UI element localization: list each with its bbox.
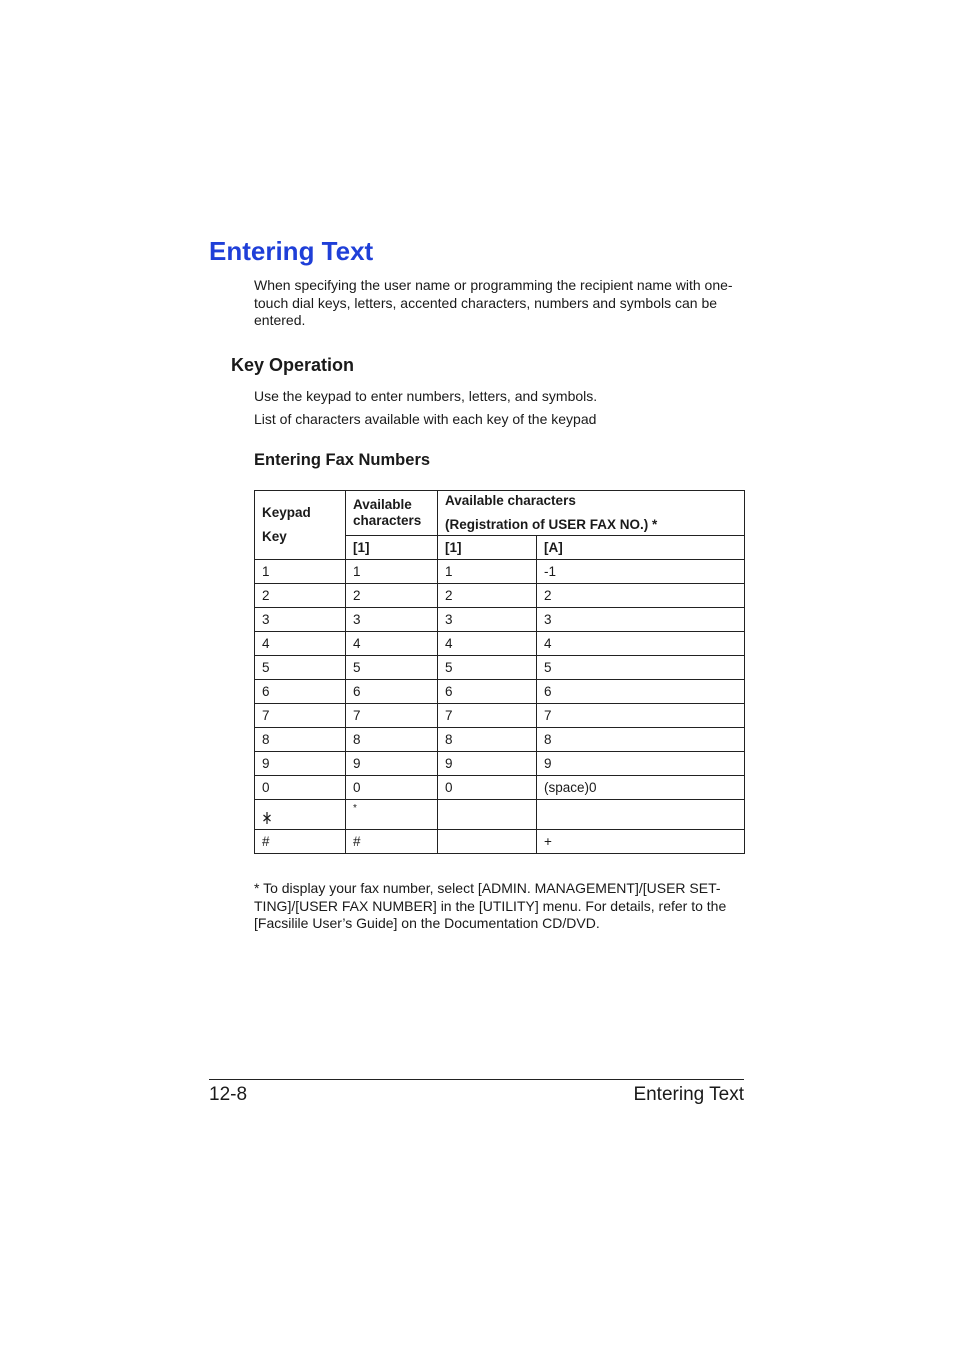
table-cell: 3 <box>346 608 438 632</box>
table-cell <box>438 800 537 830</box>
table-cell: 8 <box>255 728 346 752</box>
footer-page-number: 12-8 <box>209 1084 248 1105</box>
table-cell: 6 <box>346 680 438 704</box>
table-cell: -1 <box>537 560 745 584</box>
table-cell: 7 <box>255 704 346 728</box>
table-cell: 5 <box>537 656 745 680</box>
table-cell: 1 <box>346 560 438 584</box>
table-cell: 5 <box>346 656 438 680</box>
table-cell: 2 <box>346 584 438 608</box>
table-cell: 0 <box>255 776 346 800</box>
asterisk-key-icon <box>262 811 345 825</box>
table-cell: (space)0 <box>537 776 745 800</box>
table-cell: 4 <box>537 632 745 656</box>
table-cell: 2 <box>537 584 745 608</box>
header-registration <box>438 491 745 536</box>
table-row <box>255 800 745 830</box>
table-cell: 9 <box>255 752 346 776</box>
table-cell: + <box>537 830 745 854</box>
table-row <box>255 776 745 800</box>
table-cell: 5 <box>255 656 346 680</box>
table-cell: 9 <box>438 752 537 776</box>
subheader-col3: [1] <box>438 536 537 560</box>
fax-keypad-table <box>254 490 745 854</box>
table-cell: 3 <box>255 608 346 632</box>
table-cell: 7 <box>537 704 745 728</box>
table-cell: 2 <box>255 584 346 608</box>
table-cell <box>346 800 438 830</box>
subheader-col4: [A] <box>537 536 745 560</box>
footer-divider <box>209 1079 744 1080</box>
table-cell: 4 <box>438 632 537 656</box>
table-row <box>255 728 745 752</box>
header-available-line1: Available <box>353 497 412 512</box>
header-available-line2: characters <box>353 513 422 528</box>
table-row <box>255 608 745 632</box>
header-keypad-key <box>255 491 346 560</box>
section-title-key-operation: Key Operation <box>231 355 355 375</box>
table-cell: 7 <box>438 704 537 728</box>
table-cell: 9 <box>346 752 438 776</box>
table-cell: 1 <box>255 560 346 584</box>
table-cell: 4 <box>255 632 346 656</box>
table-cell: 4 <box>346 632 438 656</box>
table-row <box>255 584 745 608</box>
intro-paragraph: When specifying the user name or programming the recipient name with one-touch dial keys, letters, accented characters, numbers and symbols can be entered. <box>254 277 733 329</box>
key-list-paragraph: List of characters available with each key of the keypad <box>254 411 597 427</box>
table-cell: 2 <box>438 584 537 608</box>
table-row <box>255 632 745 656</box>
table-row <box>255 656 745 680</box>
table-row <box>255 830 745 854</box>
table-cell: 8 <box>537 728 745 752</box>
table-cell: 8 <box>346 728 438 752</box>
subheader-col2: [1] <box>346 536 438 560</box>
header-keypad-line1: Keypad <box>262 505 311 520</box>
table-cell: 3 <box>537 608 745 632</box>
table-cell: 3 <box>438 608 537 632</box>
header-available-characters <box>346 491 438 536</box>
table-cell: 5 <box>438 656 537 680</box>
table-cell: 8 <box>438 728 537 752</box>
table-cell: 1 <box>438 560 537 584</box>
table-row <box>255 560 745 584</box>
table-cell <box>537 800 745 830</box>
table-cell: 0 <box>346 776 438 800</box>
table-cell <box>255 800 346 830</box>
page-title: Entering Text <box>209 236 374 266</box>
table-cell <box>438 830 537 854</box>
header-registration-line1: Available characters <box>445 493 576 508</box>
table-cell: # <box>255 830 346 854</box>
header-keypad-line2: Key <box>262 529 287 544</box>
header-registration-line2: (Registration of USER FAX NO.) * <box>445 517 658 532</box>
table-cell: 7 <box>346 704 438 728</box>
table-cell: 6 <box>438 680 537 704</box>
table-row <box>255 680 745 704</box>
table-row <box>255 752 745 776</box>
table-cell: 0 <box>438 776 537 800</box>
footnote: * To display your fax number, select [ADMIN. MANAGEMENT]/[USER SET-TING]/[USER FAX NUMBER] in the [UTILITY] menu. For details, refer to the [Facsilile User’s Guide] on the Documentation CD/DVD. <box>254 880 727 932</box>
subsection-title-fax-numbers: Entering Fax Numbers <box>254 451 431 469</box>
footer-section-title: Entering Text <box>633 1084 744 1105</box>
table-cell: 6 <box>537 680 745 704</box>
table-cell: 9 <box>537 752 745 776</box>
key-operation-paragraph: Use the keypad to enter numbers, letters, and symbols. <box>254 388 598 404</box>
table-cell: 6 <box>255 680 346 704</box>
asterisk-value: * <box>353 803 357 814</box>
table-row <box>255 704 745 728</box>
table-cell: # <box>346 830 438 854</box>
table-header-row <box>255 491 745 536</box>
